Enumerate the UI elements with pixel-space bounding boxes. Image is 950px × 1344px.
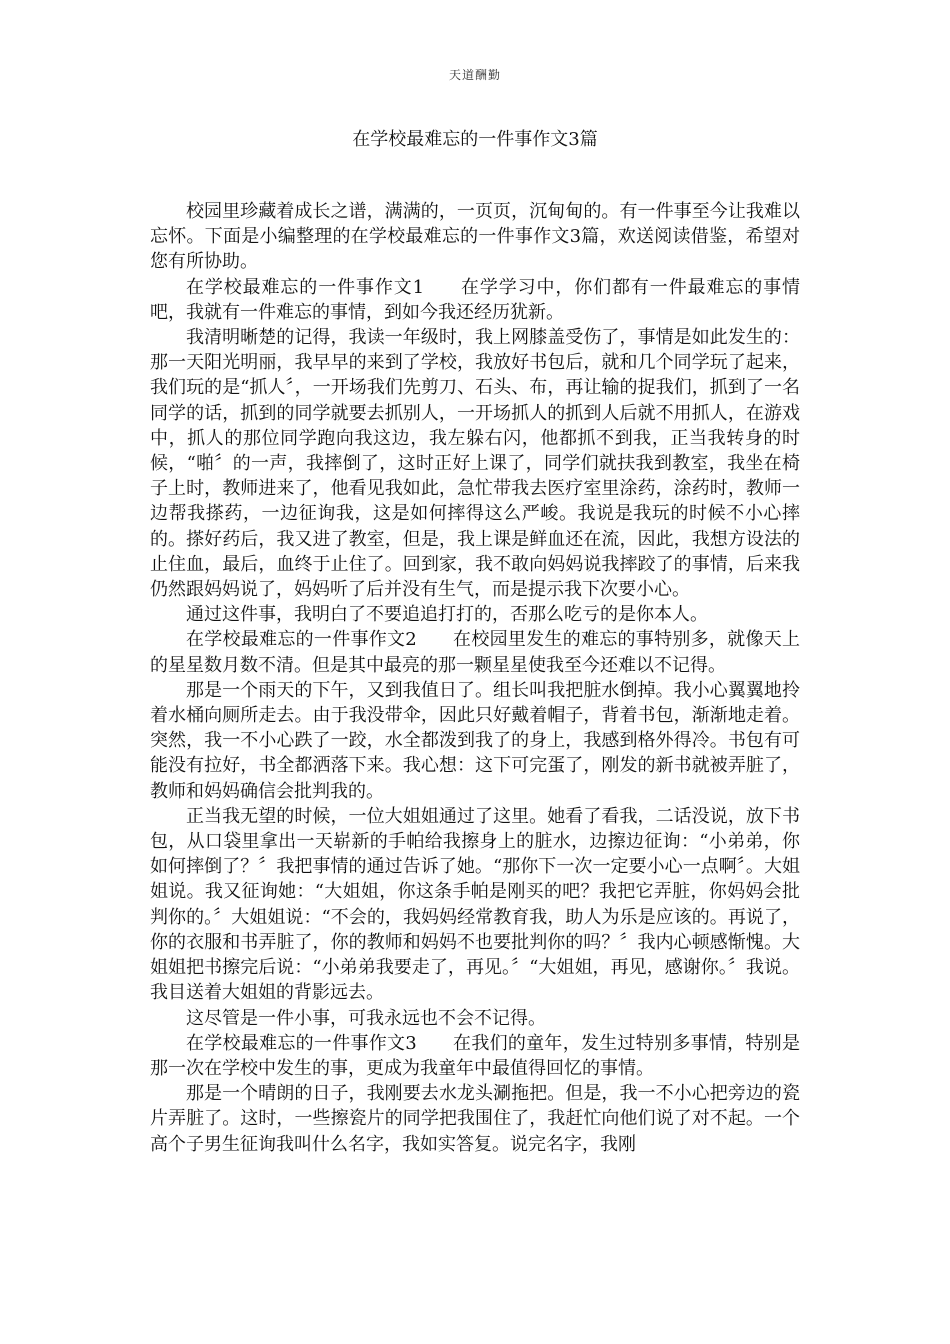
paragraph-text: 那是一个雨天的下午，又到我值日了。组长叫我把脏水倒掉。我小心翼翼地拎着水桶向厕所走去。由于我没带伞，因此只好戴着帽子，背着书包，渐渐地走着。突然，我一不小心跌了一跤，水全都泼到我了的身上，我感到格外得冷。书包有可能没有拉好，书全都洒落下来。我心想：这下可完蛋了，刚发的新书就被弄脏了，教师和妈妈确信会批判我的。 [150, 679, 800, 802]
section-heading: 在学校最难忘的一件事作文3 [186, 1032, 417, 1054]
document-title: 在学校最难忘的一件事作文3篇 [352, 129, 598, 150]
paragraph [150, 804, 800, 1006]
paragraph [150, 627, 800, 677]
paragraph-text: 我清明晰楚的记得，我读一年级时，我上网膝盖受伤了，事情是如此发生的：那一天阳光明丽，我早早的来到了学校，我放好书包后，就和几个同学玩了起来，我们玩的是“抓人〞，一开场我们先剪刀、石头、布，再让输的捉我们，抓到了一名同学的话，抓到的同学就要去抓别人，一开场抓人的抓到人后就不用抓人，在游戏中，抓人的那位同学跑向我这边，我左躲右闪，他都抓不到我，正当我转身的时候，“啪〞的一声，我摔倒了，这时正好上课了，同学们就扶我到教室，我坐在椅子上时，教师进来了，他看见我如此，急忙带我去医疗室里涂药，涂药时，教师一边帮我搽药，一边征询我，这是如何摔得这么严峻。我说是我玩的时候不小心摔的。搽好药后，我又进了教室，但是，我上课是鲜血还在流，因此，我想方设法的止住血，最后，血终于止住了。回到家，我不敢向妈妈说我摔跤了的事情，后来我仍然跟妈妈说了，妈妈听了后并没有生气，而是提示我下次要小心。 [150, 327, 800, 601]
paragraph-text: 在我们的童年，发生过特别多事情，特别是那一次在学校中发生的事，更成为我童年中最值得回忆的事情。 [150, 1032, 801, 1079]
paragraph [150, 199, 800, 275]
document-body [150, 199, 800, 1157]
section-heading: 在学校最难忘的一件事作文1 [186, 276, 425, 298]
paragraph-text: 通过这件事，我明白了不要追追打打的，否那么吃亏的是你本人。 [186, 604, 708, 626]
paragraph [150, 1081, 800, 1157]
paragraph-text: 这尽管是一件小事，可我永远也不会不记得。 [186, 1007, 546, 1029]
page-header: 天道酬勤 [448, 68, 501, 82]
section-heading: 在学校最难忘的一件事作文2 [186, 629, 417, 651]
paragraph [150, 678, 800, 804]
paragraph-text: 在校园里发生的难忘的事特别多，就像天上的星星数月数不清。但是其中最亮的那一颗星星使我至今还难以不记得。 [150, 629, 801, 676]
paragraph [150, 275, 800, 325]
paragraph [150, 1031, 800, 1081]
paragraph-text: 那是一个晴朗的日子，我刚要去水龙头涮拖把。但是，我一不小心把旁边的瓷片弄脏了。这时，一些擦瓷片的同学把我围住了，我赶忙向他们说了对不起。一个高个子男生征询我叫什么名字，我如实答复。说完名字，我刚 [150, 1083, 800, 1155]
paragraph-text: 在学学习中，你们都有一件最难忘的事情吧，我就有一件难忘的事情，到如今我还经历犹新。 [150, 276, 801, 323]
paragraph [150, 1006, 800, 1031]
paragraph-text: 校园里珍藏着成长之谱，满满的，一页页，沉甸甸的。有一件事至今让我难以忘怀。下面是小编整理的在学校最难忘的一件事作文3篇，欢送阅读借鉴，希望对您有所协助。 [150, 201, 800, 273]
paragraph-text: 正当我无望的时候，一位大姐姐通过了这里。她看了看我，二话没说，放下书包，从口袋里拿出一天崭新的手帕给我擦身上的脏水，边擦边征询：“小弟弟，你如何摔倒了？〞我把事情的通过告诉了她。“那你下一次一定要小心一点啊〞。大姐姐说。我又征询她：“大姐姐，你这条手帕是刚买的吧？我把它弄脏，你妈妈会批判你的。〞大姐姐说：“不会的，我妈妈经常教育我，助人为乐是应该的。再说了，你的衣服和书弄脏了，你的教师和妈妈不也要批判你的吗？〞我内心顿感惭愧。大姐姐把书擦完后说：“小弟弟我要走了，再见。〞“大姐姐，再见，感谢你。〞我说。我目送着大姐姐的背影远去。 [150, 805, 800, 1004]
paragraph [150, 602, 800, 627]
paragraph [150, 325, 800, 602]
